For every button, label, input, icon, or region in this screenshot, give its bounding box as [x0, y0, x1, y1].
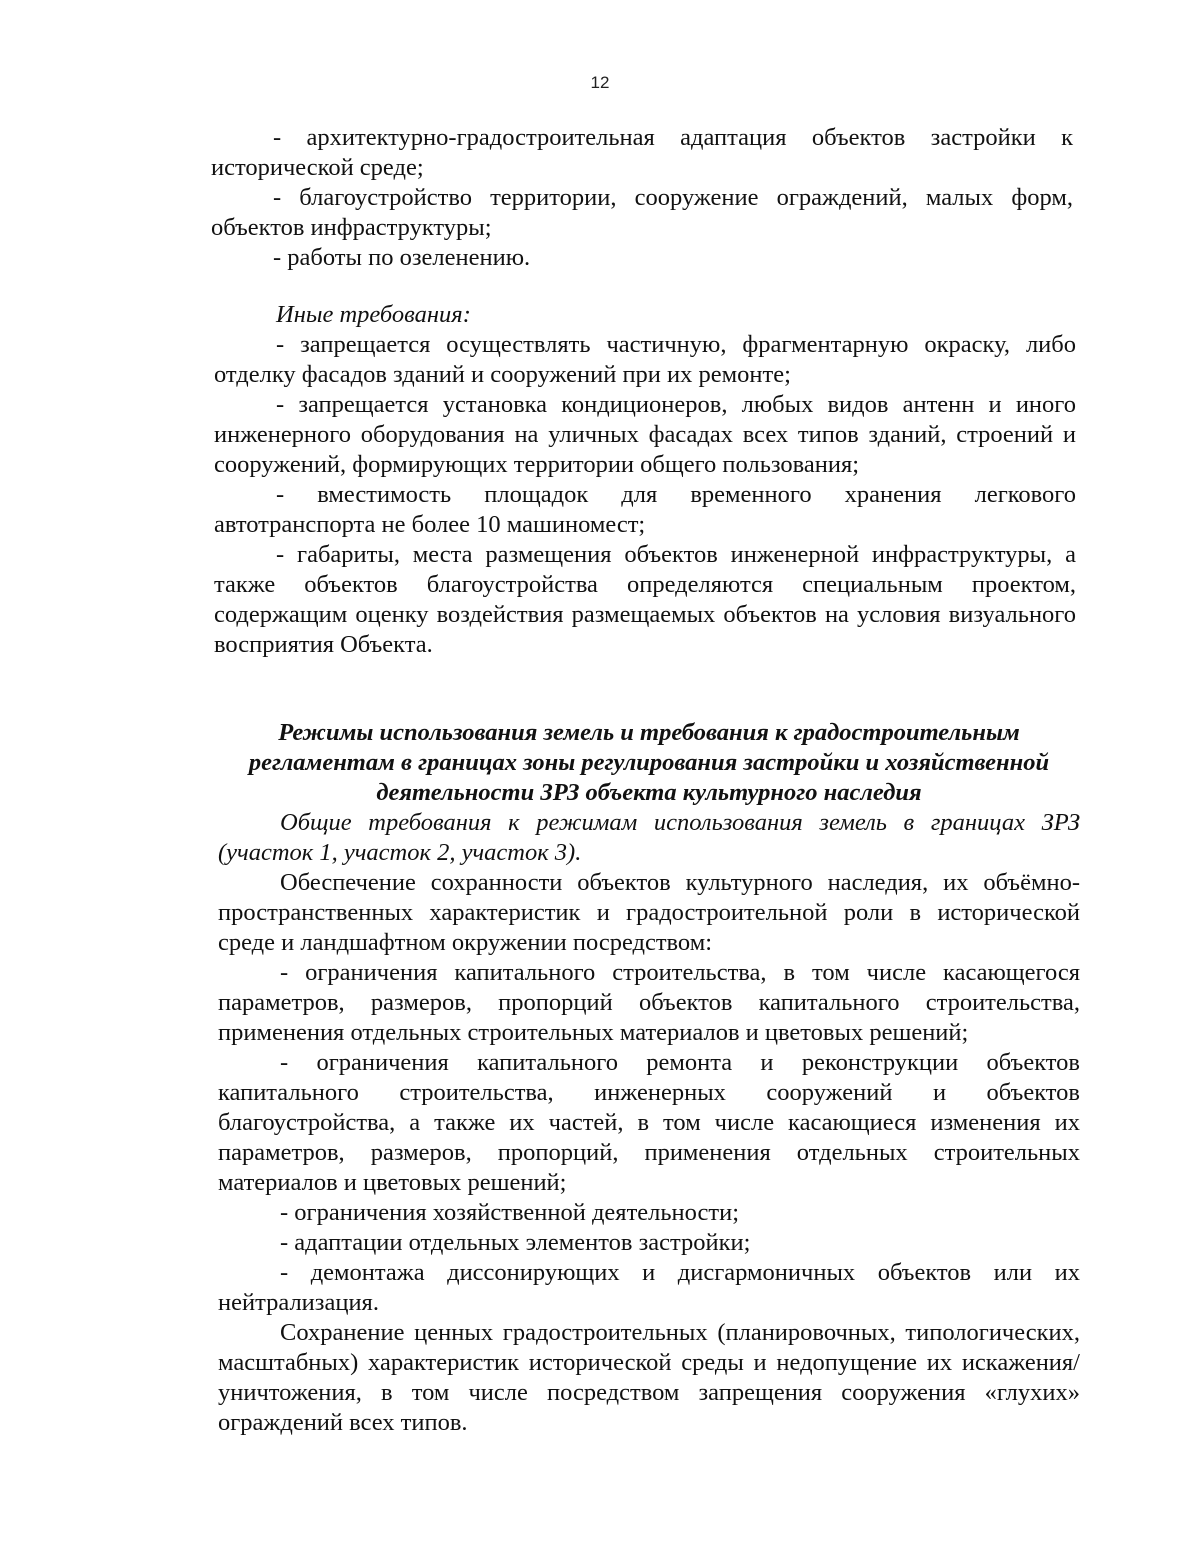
- heading-line: деятельности ЗРЗ объекта культурного наследия: [376, 779, 922, 806]
- requirements-list-1: [211, 123, 1073, 273]
- list-item: - благоустройство территории, сооружение ограждений, малых форм, объектов инфраструктуры;: [211, 184, 1073, 241]
- zrz-section: [218, 718, 1080, 1438]
- other-requirements-title: Иные требования:: [276, 301, 471, 328]
- list-item: - ограничения хозяйственной деятельности;: [280, 1199, 740, 1226]
- list-item: - адаптации отдельных элементов застройки;: [280, 1229, 751, 1256]
- other-requirements: [214, 300, 1076, 660]
- list-item: - запрещается осуществлять частичную, фрагментарную окраску, либо отделку фасадов зданий и сооружений при их ремонте;: [214, 331, 1076, 388]
- list-item: - архитектурно-градостроительная адаптация объектов застройки к исторической среде;: [211, 124, 1073, 181]
- page-number: 12: [590, 73, 610, 92]
- list-item: - ограничения капитального ремонта и реконструкции объектов капитального строительства, инженерных сооружений и объектов благоустройства, а также их частей, в том числе касающиеся изменения их параметров, размеров, пропорций, применения отдельных строительных материалов и цветовых решений;: [218, 1049, 1080, 1196]
- list-item: - ограничения капитального строительства, в том числе касающегося параметров, размеров, пропорций объектов капитального строительства, применения отдельных строительных материалов и цветовых решений;: [218, 959, 1080, 1046]
- list-item: - работы по озеленению.: [273, 244, 531, 271]
- list-item: - запрещается установка кондиционеров, любых видов антенн и иного инженерного оборудования на уличных фасадах всех типов зданий, строений и сооружений, формирующих территории общего пользования;: [214, 391, 1076, 478]
- heading-line: регламентам в границах зоны регулирования застройки и хозяйственной: [248, 749, 1050, 776]
- section-intro: Обеспечение сохранности объектов культурного наследия, их объёмно-пространственных характеристик и градостроительной роли в исторической среде и ландшафтном окружении посредством:: [218, 869, 1080, 956]
- heading-line: Режимы использования земель и требования к градостроительным: [278, 719, 1020, 746]
- list-item: - демонтажа диссонирующих и дисгармоничных объектов или их нейтрализация.: [218, 1259, 1080, 1316]
- list-item: - вместимость площадок для временного хранения легкового автотранспорта не более 10 машиномест;: [214, 481, 1076, 538]
- section-subheading: Общие требования к режимам использования земель в границах ЗРЗ (участок 1, участок 2, участок 3).: [218, 809, 1080, 866]
- list-item: - габариты, места размещения объектов инженерной инфраструктуры, а также объектов благоустройства определяются специальным проектом, содержащим оценку воздействия размещаемых объектов на условия визуального восприятия Объекта.: [214, 541, 1076, 658]
- section-closing: Сохранение ценных градостроительных (планировочных, типологических, масштабных) характеристик исторической среды и недопущение их искажения/уничтожения, в том числе посредством запрещения сооружения «глухих» ограждений всех типов.: [218, 1319, 1080, 1436]
- section-heading: [218, 718, 1080, 808]
